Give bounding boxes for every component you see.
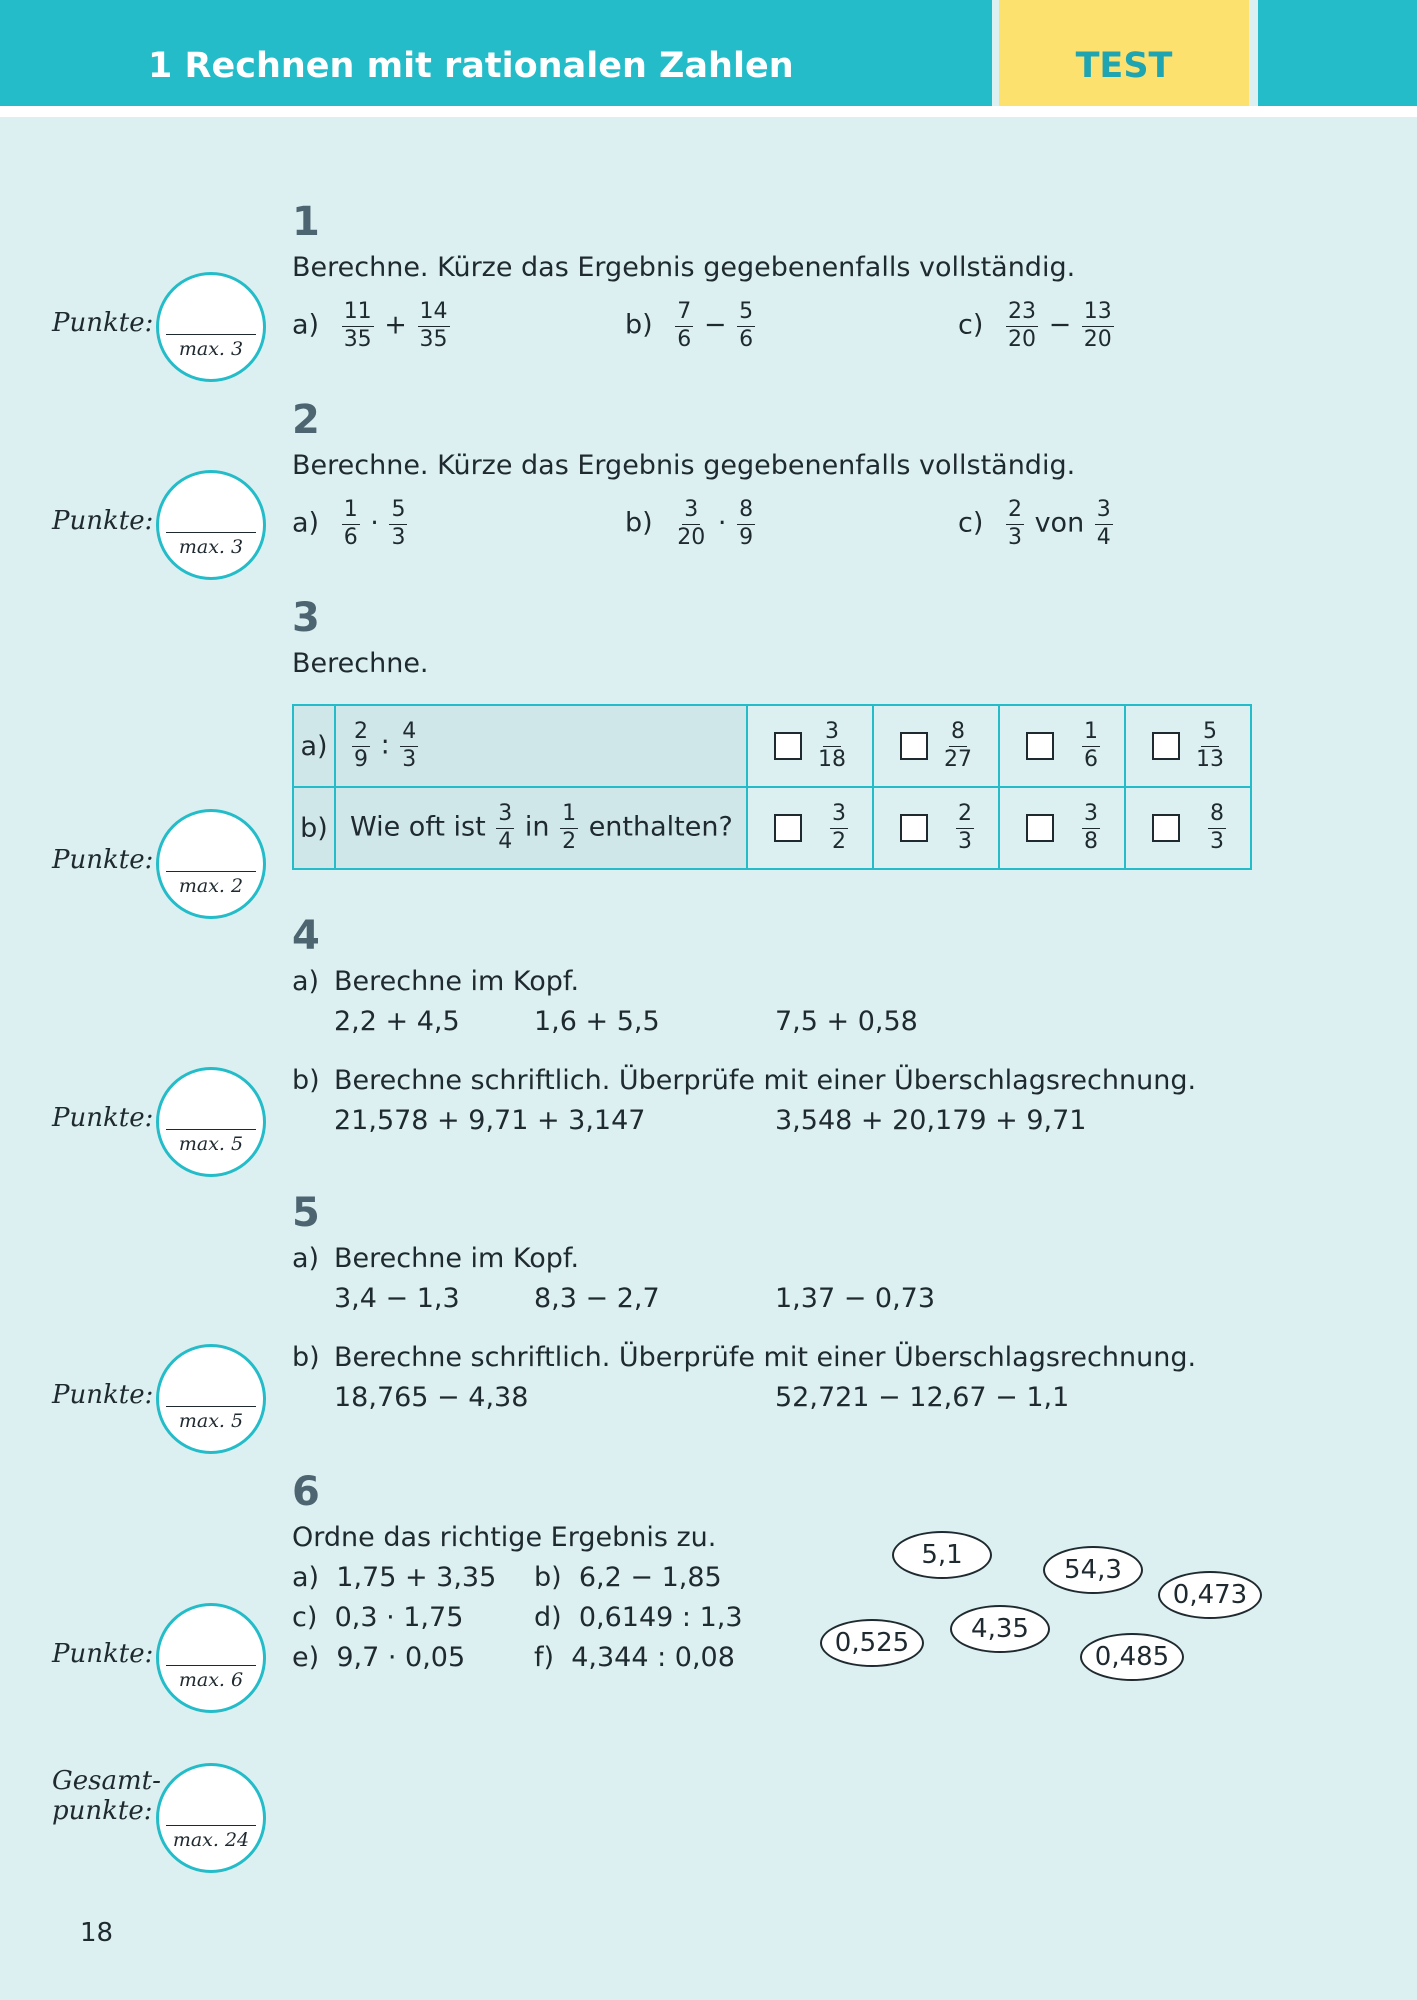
- checkbox[interactable]: [900, 732, 928, 760]
- task1-item-a: a) $\frac{11}{35}$ + $\frac{14}{35}$: [292, 299, 448, 352]
- score-max: max. 3: [178, 338, 244, 360]
- subtask-label: a): [292, 966, 320, 997]
- answer-option[interactable]: $\frac{5}{13}$: [1125, 705, 1251, 787]
- task-number: 3: [292, 595, 320, 641]
- points-label: Punkte:: [52, 1639, 154, 1669]
- subtask-label: b): [292, 1065, 320, 1096]
- list-item: b) 6,2 − 1,85: [534, 1562, 722, 1593]
- score-max: max. 6: [178, 1669, 244, 1691]
- checkbox[interactable]: [1152, 814, 1180, 842]
- subtask-instruction: Berechne schriftlich. Überprüfe mit einer Überschlagsrechnung.: [334, 1342, 1197, 1373]
- answer-option[interactable]: $\frac{1}{6}$: [999, 705, 1125, 787]
- subtask-instruction: Berechne im Kopf.: [334, 1243, 580, 1274]
- exercise-item: 7,5 + 0,58: [775, 1006, 918, 1037]
- list-item: a) 1,75 + 3,35: [292, 1562, 497, 1593]
- list-item: d) 0,6149 : 1,3: [534, 1602, 743, 1633]
- task-instruction: Ordne das richtige Ergebnis zu.: [292, 1522, 717, 1553]
- task-instruction: Berechne. Kürze das Ergebnis gegebenenfalls vollständig.: [292, 252, 1076, 283]
- chapter-title: 1 Rechnen mit rationalen Zahlen: [148, 46, 794, 86]
- task-number: 4: [292, 913, 320, 959]
- points-label: Punkte:: [52, 845, 154, 875]
- table-row: [293, 787, 1251, 869]
- answer-oval[interactable]: 54,3: [1043, 1546, 1143, 1594]
- checkbox[interactable]: [1152, 732, 1180, 760]
- task-number: 2: [292, 397, 320, 443]
- score-max: max. 5: [178, 1133, 244, 1155]
- answer-oval[interactable]: 4,35: [950, 1605, 1050, 1653]
- exercise-item: 1,6 + 5,5: [534, 1006, 660, 1037]
- problem-cell: $\frac{2}{9}$ : $\frac{4}{3}$: [335, 705, 747, 787]
- exercise-item: 52,721 − 12,67 − 1,1: [775, 1382, 1070, 1413]
- score-circle-task5[interactable]: [156, 1344, 266, 1454]
- total-points-label-line2: punkte:: [52, 1796, 153, 1826]
- score-max: max. 5: [178, 1410, 244, 1432]
- task2-item-c: c) $\frac{2}{3}$ von $\frac{3}{4}$: [958, 497, 1111, 550]
- checkbox[interactable]: [1026, 732, 1054, 760]
- score-circle-total[interactable]: [156, 1763, 266, 1873]
- task-number: 5: [292, 1190, 320, 1236]
- checkbox[interactable]: [900, 814, 928, 842]
- exercise-item: 21,578 + 9,71 + 3,147: [334, 1105, 646, 1136]
- score-max: max. 2: [178, 875, 244, 897]
- exercise-item: 8,3 − 2,7: [534, 1283, 660, 1314]
- row-label: b): [293, 787, 335, 869]
- exercise-item: 18,765 − 4,38: [334, 1382, 529, 1413]
- list-item: e) 9,7 · 0,05: [292, 1642, 466, 1673]
- answer-option[interactable]: $\frac{3}{2}$: [747, 787, 873, 869]
- score-circle-task2[interactable]: [156, 470, 266, 580]
- multiple-choice-table: [292, 704, 1252, 870]
- exercise-item: 3,4 − 1,3: [334, 1283, 460, 1314]
- score-circle-task4[interactable]: [156, 1067, 266, 1177]
- task-number: 1: [292, 199, 320, 245]
- total-points-label-line1: Gesamt-: [52, 1766, 161, 1796]
- score-circle-task1[interactable]: [156, 272, 266, 382]
- answer-option[interactable]: $\frac{8}{27}$: [873, 705, 999, 787]
- header-bar-right: [1258, 0, 1417, 106]
- header-divider: [0, 106, 1417, 117]
- list-item: c) 0,3 · 1,75: [292, 1602, 464, 1633]
- page-number: 18: [80, 1918, 114, 1948]
- table-row: [293, 705, 1251, 787]
- points-label: Punkte:: [52, 1103, 154, 1133]
- points-label: Punkte:: [52, 506, 154, 536]
- subtask-label: b): [292, 1342, 320, 1373]
- exercise-item: 2,2 + 4,5: [334, 1006, 460, 1037]
- task-number: 6: [292, 1469, 320, 1515]
- answer-oval[interactable]: 0,473: [1158, 1571, 1262, 1619]
- points-label: Punkte:: [52, 1380, 154, 1410]
- score-circle-task3[interactable]: [156, 809, 266, 919]
- task1-item-b: b) $\frac{7}{6}$ − $\frac{5}{6}$: [625, 299, 754, 352]
- score-circle-task6[interactable]: [156, 1603, 266, 1713]
- answer-option[interactable]: $\frac{3}{8}$: [999, 787, 1125, 869]
- subtask-label: a): [292, 1243, 320, 1274]
- subtask-instruction: Berechne schriftlich. Überprüfe mit einer Überschlagsrechnung.: [334, 1065, 1197, 1096]
- checkbox[interactable]: [774, 814, 802, 842]
- points-label: Punkte:: [52, 308, 154, 338]
- answer-oval[interactable]: 5,1: [892, 1531, 992, 1579]
- task2-item-a: a) $\frac{1}{6}$ · $\frac{5}{3}$: [292, 497, 406, 550]
- exercise-item: 1,37 − 0,73: [775, 1283, 936, 1314]
- exercise-item: 3,548 + 20,179 + 9,71: [775, 1105, 1087, 1136]
- task1-item-c: c) $\frac{23}{20}$ − $\frac{13}{20}$: [958, 299, 1112, 352]
- page-header: [0, 0, 1417, 106]
- task2-item-b: b) $\frac{3}{20}$ · $\frac{8}{9}$: [625, 497, 754, 550]
- row-label: a): [293, 705, 335, 787]
- task-instruction: Berechne. Kürze das Ergebnis gegebenenfalls vollständig.: [292, 450, 1076, 481]
- checkbox[interactable]: [1026, 814, 1054, 842]
- test-badge: TEST: [1075, 46, 1173, 86]
- answer-oval[interactable]: 0,485: [1080, 1633, 1184, 1681]
- subtask-instruction: Berechne im Kopf.: [334, 966, 580, 997]
- score-max: max. 24: [172, 1829, 250, 1851]
- answer-option[interactable]: $\frac{8}{3}$: [1125, 787, 1251, 869]
- checkbox[interactable]: [774, 732, 802, 760]
- answer-option[interactable]: $\frac{2}{3}$: [873, 787, 999, 869]
- answer-oval[interactable]: 0,525: [820, 1619, 924, 1667]
- answer-option[interactable]: $\frac{3}{18}$: [747, 705, 873, 787]
- list-item: f) 4,344 : 0,08: [534, 1642, 735, 1673]
- score-max: max. 3: [178, 536, 244, 558]
- problem-cell: Wie oft ist $\frac{3}{4}$ in $\frac{1}{2}$ enthalten?: [335, 787, 747, 869]
- task-instruction: Berechne.: [292, 648, 429, 679]
